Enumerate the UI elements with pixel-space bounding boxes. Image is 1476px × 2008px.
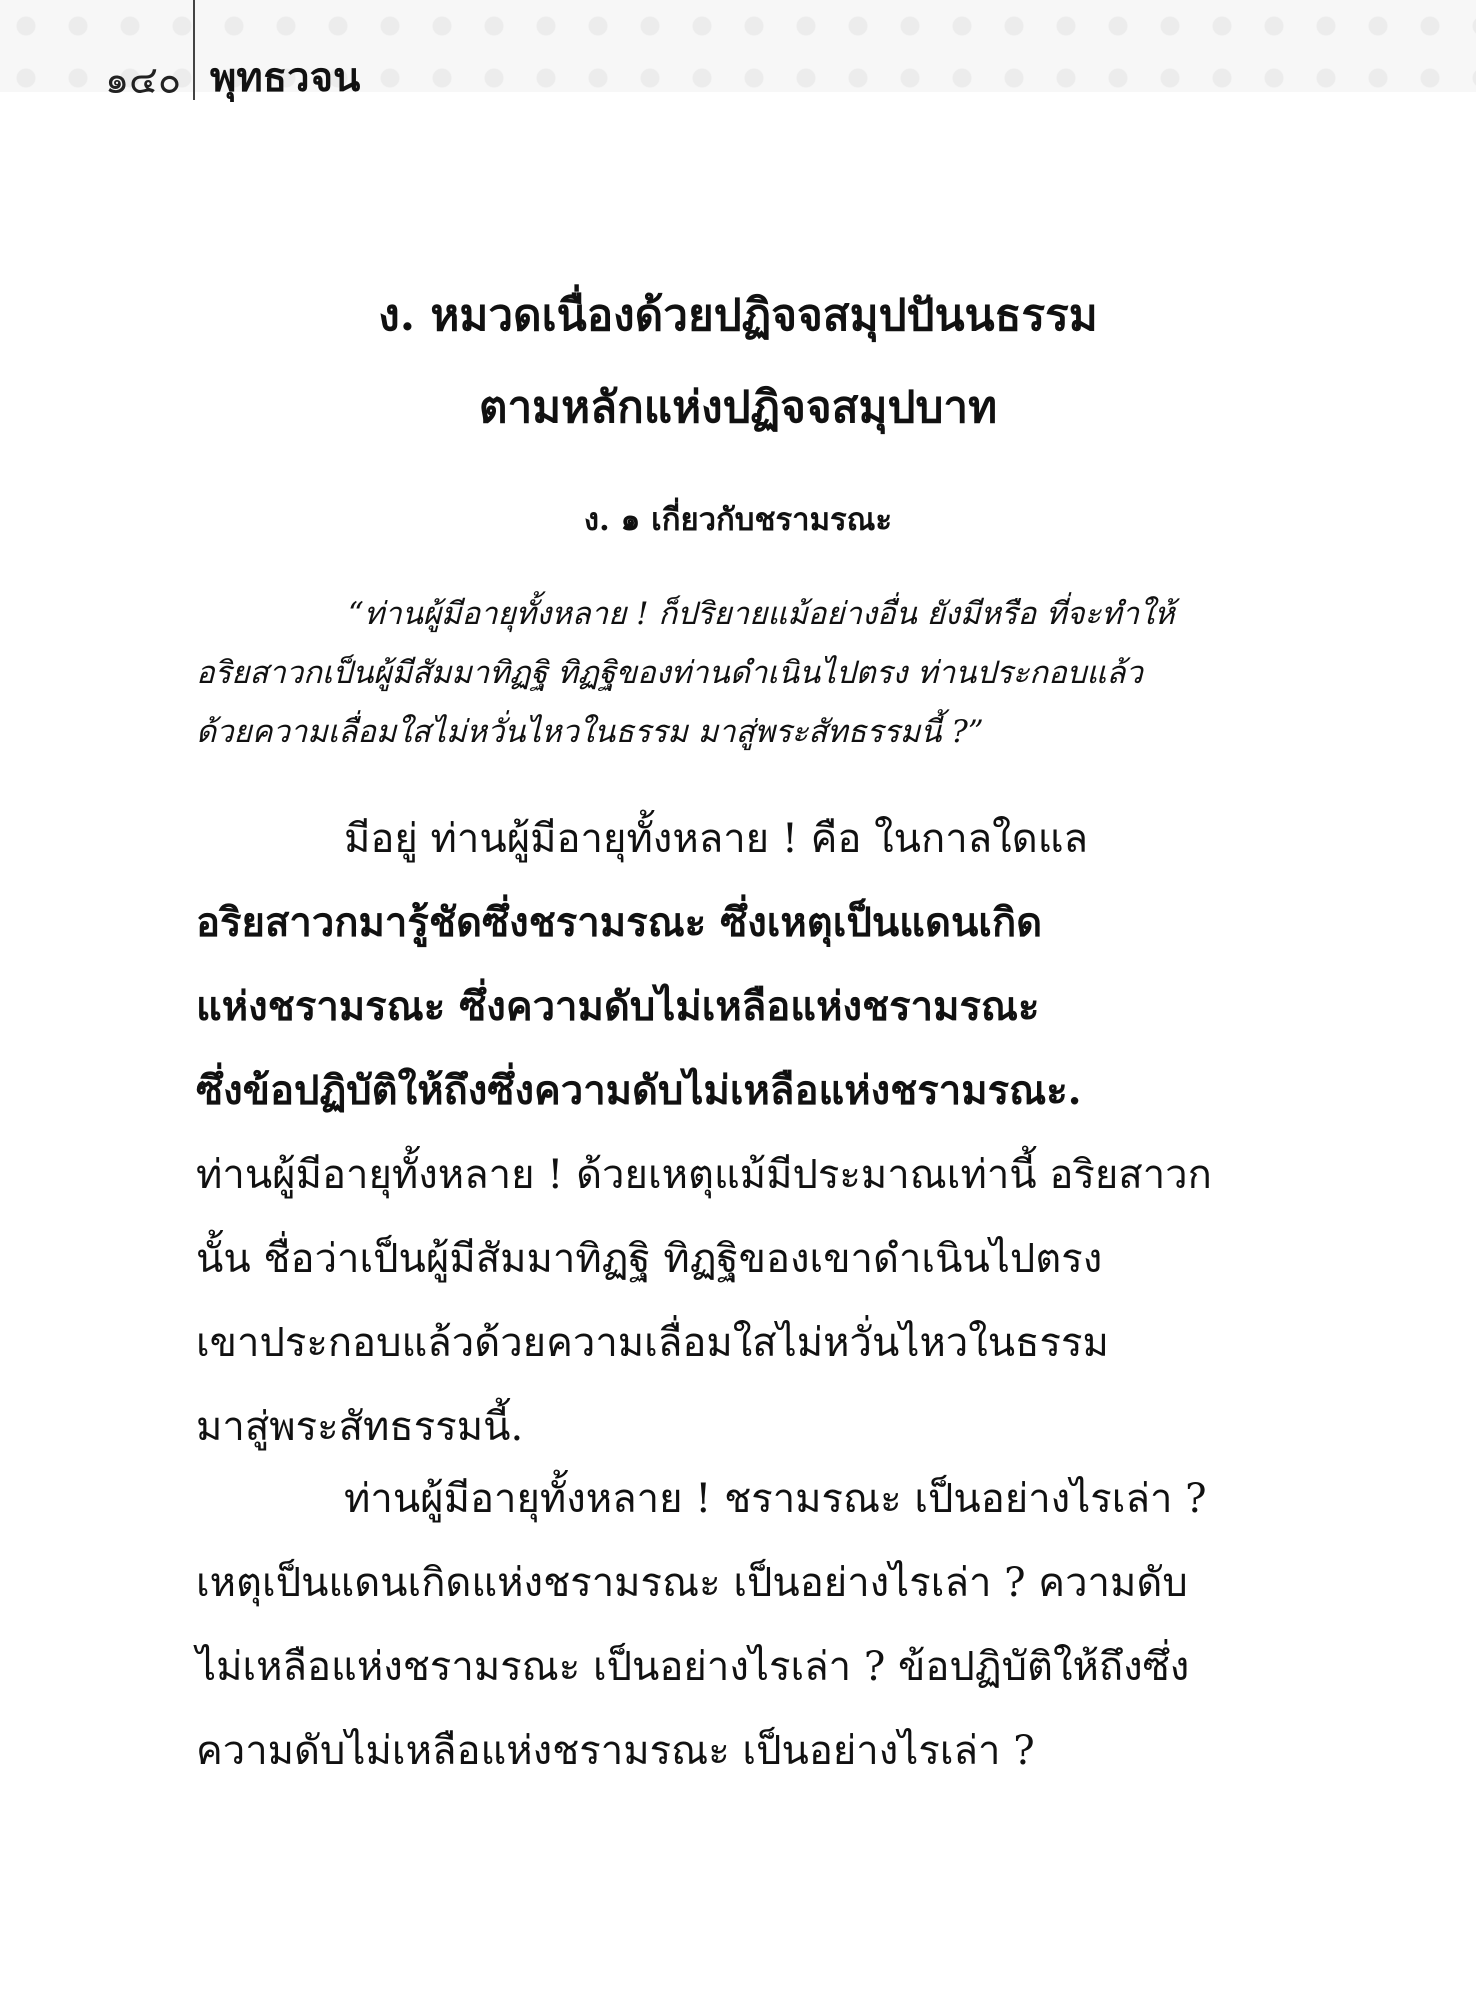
- body-line-bold: อริยสาวกมารู้ชัดซึ่งชรามรณะ ซึ่งเหตุเป็นแดนเกิด: [196, 899, 1043, 946]
- quote-line: อริยสาวกเป็นผู้มีสัมมาทิฏฐิ ทิฏฐิของท่านดำเนินไปตรง ท่านประกอบแล้ว: [196, 655, 1143, 691]
- body-line-bold: แห่งชรามรณะ ซึ่งความดับไม่เหลือแห่งชรามรณะ: [196, 983, 1040, 1030]
- body-line: มีอยู่ ท่านผู้มีอายุทั้งหลาย ! คือ ในกาลใดแล: [344, 816, 1088, 862]
- section-heading: ง. ๑ เกี่ยวกับชรามรณะ: [583, 502, 893, 538]
- body-line: เขาประกอบแล้วด้วยความเลื่อมใสไม่หวั่นไหวในธรรม: [196, 1320, 1109, 1366]
- body-line: ความดับไม่เหลือแห่งชรามรณะ เป็นอย่างไรเล่า ?: [196, 1728, 1035, 1774]
- body-line: มาสู่พระสัทธรรมนี้.: [196, 1404, 524, 1450]
- body-paragraph-2: [196, 1457, 1207, 1793]
- body-line: ท่านผู้มีอายุทั้งหลาย ! ชรามรณะ เป็นอย่างไรเล่า ?: [344, 1476, 1207, 1522]
- book-title: พุทธวจน: [210, 54, 361, 101]
- body-line: ท่านผู้มีอายุทั้งหลาย ! ด้วยเหตุแม้มีประมาณเท่านี้ อริยสาวก: [196, 1152, 1212, 1198]
- chapter-title-line: ง. หมวดเนื่องด้วยปฏิจจสมุปปันนธรรม: [378, 290, 1098, 341]
- body-line: นั้น ชื่อว่าเป็นผู้มีสัมมาทิฏฐิ ทิฏฐิของเขาดำเนินไปตรง: [196, 1236, 1103, 1282]
- opening-quote: [196, 585, 1198, 762]
- quote-line: ด้วยความเลื่อมใสไม่หวั่นไหวในธรรม มาสู่พระสัทธรรมนี้ ?”: [196, 714, 984, 750]
- body-line: ไม่เหลือแห่งชรามรณะ เป็นอย่างไรเล่า ? ข้อปฏิบัติให้ถึงซึ่ง: [196, 1644, 1190, 1690]
- quote-line: “ท่านผู้มีอายุทั้งหลาย ! ก็ปริยายแม้อย่างอื่น ยังมีหรือ ที่จะทำให้: [348, 596, 1175, 632]
- page-number: ๑๔๐: [105, 58, 182, 102]
- body-paragraph-1: [196, 797, 1212, 1469]
- body-line-bold: ซึ่งข้อปฏิบัติให้ถึงซึ่งความดับไม่เหลือแห่งชรามรณะ.: [196, 1067, 1082, 1114]
- body-line: เหตุเป็นแดนเกิดแห่งชรามรณะ เป็นอย่างไรเล่า ? ความดับ: [196, 1560, 1188, 1606]
- chapter-title-line: ตามหลักแห่งปฏิจจสมุปบาท: [478, 382, 998, 433]
- chapter-title: [120, 270, 1356, 454]
- header-divider: [193, 0, 195, 100]
